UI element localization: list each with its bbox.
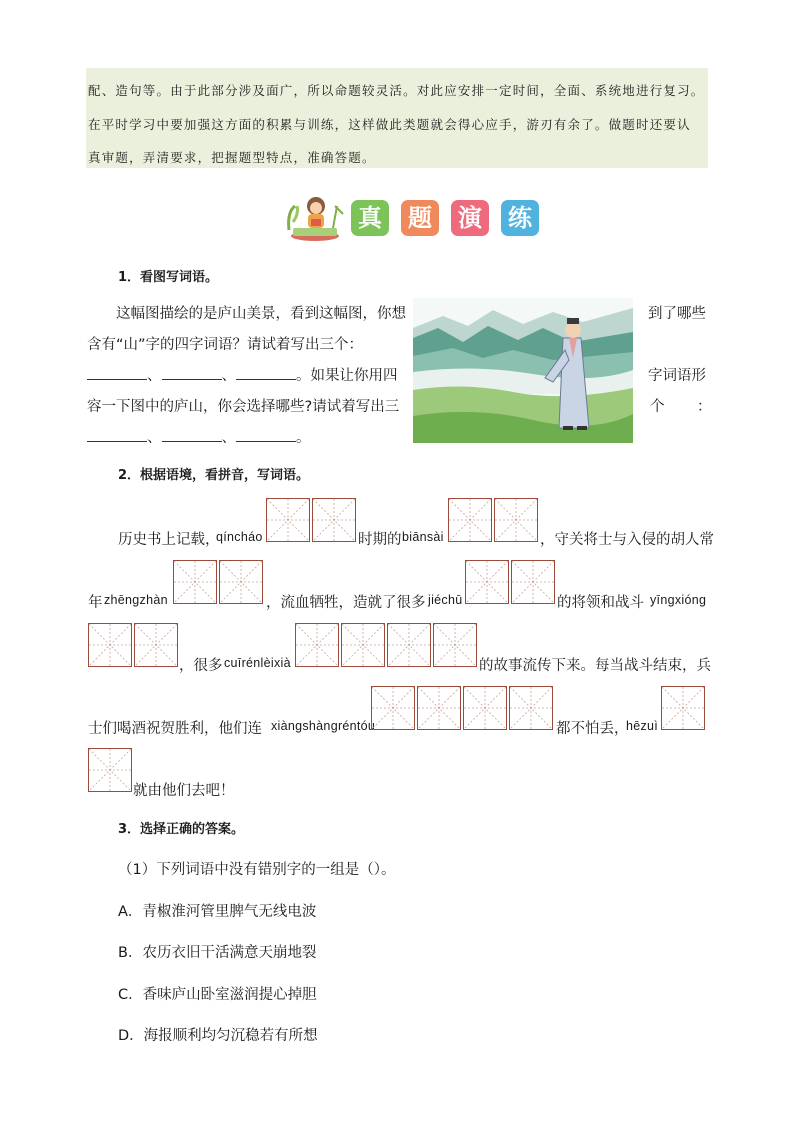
tianzige-grid	[266, 498, 358, 542]
banner-char: 真	[358, 204, 382, 232]
separator: 、	[221, 368, 236, 384]
tianzige-grid	[88, 748, 134, 792]
q2-text: ，守关将士与入侵的胡人常	[540, 532, 714, 548]
pinyin-prompt: cuīrénlèixià	[224, 656, 291, 670]
q3-subquestion: （1）下列词语中没有错别字的一组是（）。	[118, 862, 396, 878]
q2-text: 士们喝酒祝贺胜利，他们连	[88, 721, 262, 737]
pinyin-prompt: hēzuì	[626, 719, 659, 733]
writing-cell[interactable]	[219, 560, 263, 604]
note-line: 真审题，弄清要求，把握题型特点，准确答题。	[88, 150, 376, 165]
q2-text: 都不怕丢，	[556, 721, 629, 737]
writing-cell[interactable]	[371, 686, 415, 730]
pinyin-prompt: xiàngshàngréntóu	[271, 719, 376, 733]
writing-cell[interactable]	[312, 498, 356, 542]
q2-text: 年	[88, 595, 103, 611]
intro-note-box	[86, 68, 708, 168]
q2-text: ，流血牺牲，造就了很多	[266, 595, 426, 611]
writing-cell[interactable]	[266, 498, 310, 542]
option-a[interactable]: A．青椒淮河管里脾气无线电波	[118, 904, 317, 920]
writing-cell[interactable]	[511, 560, 555, 604]
banner-char-tile	[401, 200, 439, 236]
pinyin-prompt: qíncháo	[216, 530, 263, 544]
writing-cell[interactable]	[661, 686, 705, 730]
option-b[interactable]: B．农历衣旧干活满意天崩地裂	[118, 945, 317, 961]
tianzige-grid	[465, 560, 557, 604]
tianzige-grid	[371, 686, 555, 730]
separator: 、	[147, 368, 162, 384]
lushan-scholar-illustration	[413, 298, 633, 443]
banner-char-tile	[351, 200, 389, 236]
writing-cell[interactable]	[463, 686, 507, 730]
banner-char: 题	[408, 204, 432, 232]
answer-blank[interactable]	[236, 378, 296, 380]
q1-text-line: 含有“山”字的四字词语？请试着写出三个：	[87, 337, 364, 353]
q1-text-line: 字词语形	[648, 368, 706, 384]
pinyin-prompt: yīngxióng	[650, 593, 707, 607]
answer-blank[interactable]	[162, 378, 222, 380]
answer-blank[interactable]	[87, 440, 147, 442]
tianzige-grid	[448, 498, 540, 542]
q2-text: 的将领和战斗	[557, 595, 644, 611]
separator: 、	[147, 430, 162, 446]
writing-cell[interactable]	[417, 686, 461, 730]
pinyin-prompt: jiéchū	[428, 593, 463, 607]
q1-text: 。	[296, 430, 311, 446]
q2-text: 的故事流传下来。每当战斗结束，兵	[479, 658, 711, 674]
q1-text-line: 个	[650, 399, 665, 415]
q1-text-line: ：	[697, 399, 712, 415]
writing-cell[interactable]	[134, 623, 178, 667]
tianzige-grid	[88, 623, 180, 667]
tianzige-grid	[295, 623, 479, 667]
writing-cell[interactable]	[387, 623, 431, 667]
option-c[interactable]: C．香味庐山卧室滋润提心掉胆	[118, 987, 317, 1003]
question-1-title: 1．看图写词语。	[118, 270, 219, 285]
question-2-title: 2．根据语境，看拼音，写词语。	[118, 468, 310, 483]
writing-cell[interactable]	[494, 498, 538, 542]
q2-text: ，很多	[179, 658, 223, 674]
pinyin-prompt: zhēngzhàn	[104, 593, 168, 607]
tianzige-grid	[173, 560, 265, 604]
answer-blank[interactable]	[162, 440, 222, 442]
banner-char-tile	[451, 200, 489, 236]
banner-char: 练	[508, 204, 532, 232]
writing-cell[interactable]	[173, 560, 217, 604]
q2-text: 就由他们去吧！	[133, 783, 235, 799]
question-3-title: 3．选择正确的答案。	[118, 822, 245, 837]
q1-text-line: 到了哪些	[648, 306, 706, 322]
note-line: 配、造句等。由于此部分涉及面广，所以命题较灵活。对此应安排一定时间，全面、系统地进行复习。	[88, 83, 705, 98]
q1-blank-line	[87, 364, 398, 385]
pinyin-prompt: biānsài	[402, 530, 444, 544]
q1-text-line: 容一下图中的庐山，你会选择哪些?请试着写出三	[87, 399, 400, 415]
q2-text: 历史书上记载，	[118, 532, 220, 548]
q1-text-line: 这幅图描绘的是庐山美景，看到这幅图，你想	[116, 306, 406, 322]
option-d[interactable]: D．海报顺利均匀沉稳若有所想	[118, 1028, 318, 1044]
tianzige-grid	[661, 686, 707, 730]
writing-cell[interactable]	[88, 623, 132, 667]
q2-text: 时期的	[358, 532, 402, 548]
note-line: 在平时学习中要加强这方面的积累与训练，这样做此类题就会得心应手，游刃有余了。做题时还要认	[88, 117, 691, 132]
writing-cell[interactable]	[509, 686, 553, 730]
writing-cell[interactable]	[465, 560, 509, 604]
writing-cell[interactable]	[295, 623, 339, 667]
banner-char: 演	[458, 204, 482, 232]
separator: 、	[221, 430, 236, 446]
q1-text: 。如果让你用四	[296, 368, 398, 384]
reading-girl-icon	[285, 192, 345, 242]
writing-cell[interactable]	[88, 748, 132, 792]
banner-char-tile	[501, 200, 539, 236]
q1-blank-line	[87, 426, 311, 447]
answer-blank[interactable]	[87, 378, 147, 380]
writing-cell[interactable]	[448, 498, 492, 542]
answer-blank[interactable]	[236, 440, 296, 442]
writing-cell[interactable]	[433, 623, 477, 667]
writing-cell[interactable]	[341, 623, 385, 667]
